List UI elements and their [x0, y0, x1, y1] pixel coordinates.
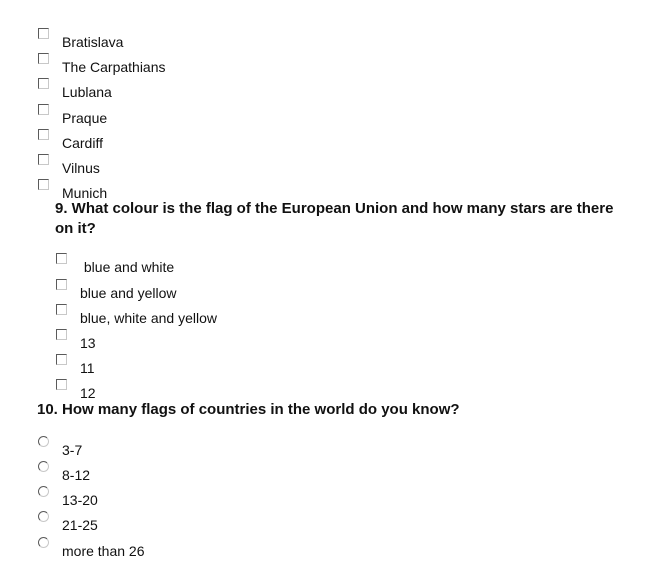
- checkbox[interactable]: [56, 379, 67, 390]
- option-label: Praque: [62, 110, 108, 126]
- radio-button[interactable]: [38, 486, 49, 497]
- checkbox[interactable]: [38, 78, 49, 89]
- checkbox[interactable]: [38, 53, 49, 64]
- checkbox[interactable]: [38, 104, 49, 115]
- option-label: 21-25: [62, 517, 98, 533]
- option-label: Munich: [62, 185, 108, 201]
- question-9-title: 9. What colour is the flag of the European Union and how many stars are there on it?: [55, 200, 614, 237]
- checkbox[interactable]: [56, 304, 67, 315]
- question-10-title: 10. How many flags of countries in the world do you know?: [37, 401, 460, 418]
- option-label: Bratislava: [62, 34, 124, 50]
- option-label: 8-12: [62, 467, 91, 483]
- radio-button[interactable]: [38, 436, 49, 447]
- checkbox[interactable]: [38, 179, 49, 190]
- option-label: 11: [80, 360, 95, 376]
- option-label: The Carpathians: [62, 59, 166, 75]
- radio-button[interactable]: [38, 511, 49, 522]
- checkbox[interactable]: [56, 253, 67, 264]
- option-label: blue, white and yellow: [80, 310, 217, 326]
- checkbox[interactable]: [56, 329, 67, 340]
- option-label: 12: [80, 385, 96, 401]
- option-label: Cardiff: [62, 135, 103, 151]
- option-label: blue and white: [80, 259, 175, 275]
- option-label: blue and yellow: [80, 285, 177, 301]
- checkbox[interactable]: [38, 129, 49, 140]
- option-label: Lublana: [62, 84, 112, 100]
- option-label: more than 26: [62, 543, 145, 559]
- option-label: 13: [80, 335, 96, 351]
- radio-button[interactable]: [38, 537, 49, 548]
- radio-button[interactable]: [38, 461, 49, 472]
- checkbox[interactable]: [56, 354, 67, 365]
- checkbox[interactable]: [56, 279, 67, 290]
- option-label: 13-20: [62, 492, 98, 508]
- option-label: Vilnus: [62, 160, 100, 176]
- option-label: 3-7: [62, 442, 83, 458]
- checkbox[interactable]: [38, 28, 49, 39]
- checkbox[interactable]: [38, 154, 49, 165]
